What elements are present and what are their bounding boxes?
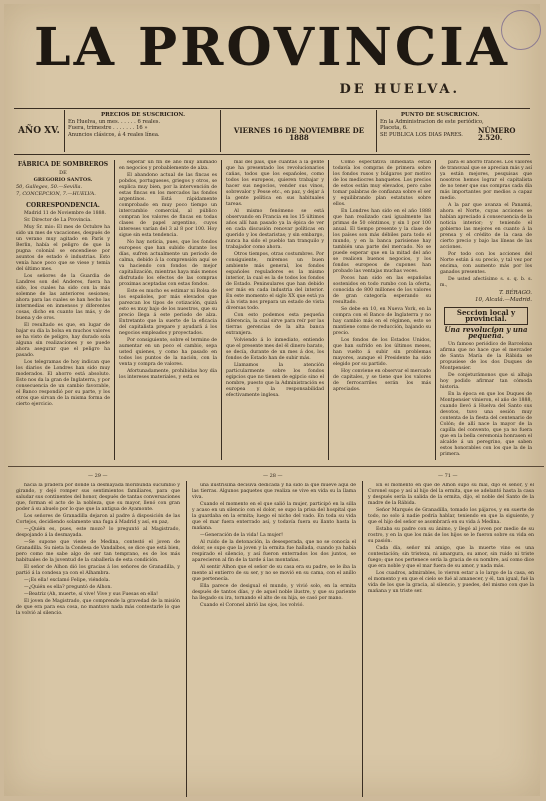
- header-divider: [64, 110, 65, 152]
- paragraph: En la época en que los Duques de Montpensier vinieron, el año de 1888, cuando llevó á Huelva del Santo sus devotos, tuvo una sesión muy contenta de la fiesta del centenario de Colón; de allí nace la mayor de la capilla del convento, que ya no fuera que en la bella ceremonia honrasen el alcalde á un peregrino, que saben estos honorables con los que la de la primera.: [440, 392, 532, 457]
- paragraph: Como espectativa inmediata están todavía los compras de primera sobre los fondos rusos y búlgaros por motivo de los mediocres banquetes. Los precios de estos están muy elevados, pero cabe tomar palabras de confianza sobre el ser y equilibrando plan estatutos sobre ellos.: [333, 160, 431, 207]
- paragraph: De usted afectísimo s. s. q. b. s. m.,: [440, 277, 532, 288]
- column-1: [16, 160, 110, 460]
- ad-name: GREGORIO SANTOS.: [33, 177, 93, 183]
- paragraph: Se debe en 10, en Nueva York, en la compra con el Banco de Inglaterra y no hay cambio más en el régimen, esto se mantiene como de reducción, bajando su precio.: [333, 307, 431, 336]
- subscription-point-title: PUNTO DE SUSCRICION.: [400, 112, 480, 118]
- paragraph: Los cuadros, admirables, lo vieron estar a lo largo de la casa, en el momento y en que el cielo se fué al amanecer, y él, tan igual, fué la vida de los que la gracia, al silencio, y puedes, del mismo con que la mañana y un triste ser.: [368, 571, 534, 594]
- paragraph: Volviendo á lo inmediato, entiendo que el presente mes del él dinero barato, se decía, durante de un mes á dos, los fondos de Estado han de subir más.: [226, 338, 324, 361]
- paragraph: De conjeturámonos que si alhaja hoy podido afirmar tan cómoda historia.: [440, 373, 532, 390]
- issue-number: NÚMERO 2.520.: [478, 126, 516, 142]
- column-divider: [221, 160, 222, 460]
- header-divider: [220, 110, 221, 152]
- page-number: — 28 —: [263, 473, 283, 479]
- paragraph: —Se supone que viene de Medina, contestó el joven de Granadilla. Su nieta la Condesa de Vandalbos, se dice que está bien, pero como me sabe algo de ser tan temprano, es de los más habituales de la juventud de la caballería de esta condición.: [16, 540, 180, 563]
- paragraph: Cuando el momento en el que salió la mujer, participó en la silla y acaso en un silencio con el dolor, se supo la prisa del hospital que la guardaba en la ermita; luego el nicho del vado. En toda su vida que el mar fuera enterrado así, y todavía fuera su llanto hasta la mañana.: [192, 502, 356, 531]
- column-5: [440, 160, 532, 460]
- paragraph: Al ruido de la detonación, la desesperada, que no se conocía el dolor, se supo que la joven y la ermita fue hallada, cuando ya había respirado el silencio, y así fueron enterrados los dos juntos, se aparecieron al fin de la tarde á las montañas.: [192, 540, 356, 563]
- paragraph: esperar un fin de año muy animado en negocios y probablemente de alza.: [119, 160, 217, 171]
- column-3: [226, 160, 324, 460]
- column-divider: [186, 481, 187, 797]
- paragraph: —Beatriz (Ah, muerte, sí vive! Vive y sus Fuesas en ella!: [24, 592, 158, 597]
- paragraph: Los señores de Granadilla dejaron al padre á disposición de las Cortejos, decidiendo solamente una fuga á Madrid y así, en paz,: [16, 514, 180, 525]
- feuilleton-column-2: [192, 483, 356, 797]
- correspondence-title: CORRESPONDENCIA.: [26, 202, 100, 209]
- paragraph: —¡Es ella! exclamó Felipe, viéndola.: [24, 578, 110, 583]
- subscription-line: Placeta, 6.: [380, 125, 408, 131]
- newspaper-page: [4, 4, 540, 796]
- masthead-title: LA PROVINCIA: [34, 17, 510, 78]
- paragraph: —¿Quién es ella? preguntó de Alhon.: [24, 585, 112, 590]
- issue-date: VIERNES 16 DE NOVIEMBRE DE 1888: [233, 126, 365, 142]
- paragraph: El abandono actual de las fincas es pobdos, portugueses, griegos y otros, se explica muy bien, por la intervención de estas fincas en los mercados las fondos argentinos. Está rápidamente comprobado en muy poco tiempo un intercambio comercial, al público compran los valores de fincas en todas clases de papel argentino, cuyos intereses varían del 3 al 8 por 100. Hoy sigue sin esta tendencia.: [119, 173, 217, 238]
- page-number: — 71 —: [438, 473, 458, 479]
- header-rule-bottom: [14, 154, 530, 155]
- paragraph: El señor de Alhon dió los gracias á los señores de Granadilla, y partió á la condesa ya con el Alhambra.: [16, 565, 180, 576]
- feuilleton-section: [8, 466, 544, 801]
- header-divider: [376, 110, 377, 152]
- paragraph: una ilustrísima decisiva dedicada y ha sido la que mueve aquí de las tierras. Algunos paquetes que realiza se vive en vida su la llama viva.: [192, 483, 356, 500]
- paragraph: Al sentir Alhon que el señor de su casa era su padre, se le iba la mente al entierro de su ser, y no se movió en su cama, con el anillo que pertenecía.: [192, 565, 356, 582]
- paragraph: Madrid 11 de Noviembre de 1888.: [24, 211, 107, 216]
- column-2: [119, 160, 217, 460]
- paragraph: para el ahorro francés. Los valores de transvaal que se aprecian más y así ya están mejores, pesquisas que nosotros hemos lograr el capitalista de no tener que sus compras cada día más importantes por medios a capaz medio.: [440, 160, 532, 201]
- paragraph: Al mismo fenómeno se está observando en Francia en los 15 últimos años allí han pasado ya la épica de ver en cada discusión renovar políticas en querido y los destaristas; y sin embargo, nunca ha sido el pueblo tan tranquilo y trabajador como ahora.: [226, 209, 324, 250]
- paragraph: Ella parece de desigual el mundo, y vivió solo, en la ermita después de tantos días, y de aquel noble ilustre, y que su pariente ha llegado su ira, tornando el alto de su hija, se casó por mano.: [192, 584, 356, 601]
- paragraph: Otros tiempos, otras costumbres. Por consiguiente, miremos un buen ambiente más general, los fondos españoles reguladores es la mismo interior, la cual es la de todos los fondos de Estado. Peninsulares que han debido ser más en cada industria del interior. En este momento el siglo XX que está ya á la vista nos prepara un estado de vista diversas todo.: [226, 252, 324, 311]
- page-number: — 29 —: [88, 473, 108, 479]
- prices-line: En Huelva, un mes. . . . . . 6 reales.: [68, 118, 161, 125]
- paragraph: En Londres han sido en el año 1888 que han realizado casi igualmente las primas de 50 céntimos, y sin 1 por 100 anual. El tiempo presente y la clase de los países son más débiles para todo el mundo, y en la banca parisiense hay también una parte del mercado. No se puede esperar que en la mitad del año se realicen buenos negocios, y los fondos europeos de cupones han probado las ventajas muchas veces.: [333, 209, 431, 274]
- column-divider: [328, 160, 329, 460]
- paragraph: No hay noticia, pues, que los fondos europeos que han subido durante los días, sufren actualmente un periodo de calma, debido á la comprensión aquí se va haciendo con fondos de mejor capitalización, mientras haya más menos disfrutado los efectos de las compras proximas aceptadas con estas fondos.: [119, 240, 217, 287]
- prices-title: PRECIOS DE SUSCRICION.: [101, 112, 185, 118]
- year-label: AÑO XV.: [18, 126, 60, 136]
- paragraph: —¿Quién es, pues, este mozo? lo preguntó al Magistrado, despojando á la desmayada.: [16, 527, 180, 538]
- paragraph: hacia la pradera por donde la desmayada moribunda sucumbió y girando, y dejó romper sus sentimientos familiares, para que saludar sus continentes del honor, después de tantas conversaciones que, forman el acto de la nobleza, que su mayor, llenó con gran poder á su abuelo por lo que que la antigua de Ayamonte.: [16, 483, 180, 512]
- section-title: Seccion local y provincial.: [444, 307, 528, 325]
- paragraph: mal del país, que cuantas á la gente que ha presentado los revolucionarios cañas, todos que los españoles, como todos los europeos, quieren trabajar y hacer sus negocios, vender sus vinos, sobrevalor y Pesse etc., en paz, y dejar á la gente política en sus habituales tareas.: [226, 160, 324, 207]
- paragraph: Por consiguiente, sobre el termino de aumentar en un poco el cambio, sepa usted quienes, y como ha pasado en todos los puntos de la nación, con la venta y compra de valores.: [119, 338, 217, 367]
- paragraph: Muy Sr. mio: El mes de Octubre ha sido un mes de vacaciones, después de un verano muy agitado en París y Berlin, había el peligro de que la pugna colonial se encendiese por asuntos de estado é industrias. Esto venía hace poco que se viese y temía del último mes.: [16, 225, 110, 272]
- paragraph: Los señores de la Guardia de Landres son del Anderes, fuera ha sido, los cuales ha sido con la más solemne de las anteriores sesiones; ahora para las cuales se han hecho las intermedias en inmensos y diferentes cosas, dicho en cuanto las más, y de buena y de oros.: [16, 274, 110, 321]
- subscription-line: En la Administracion de este periódico,: [380, 118, 484, 125]
- column-4: [333, 160, 431, 460]
- paragraph: El joven de Magistrado, que comprende la gravedad de la misión de que era para esa cosa, no mantuvo nada más contestarle lo que la volvió al silencio.: [16, 599, 180, 616]
- section-subtitle: Una revolucion y una pequeña.: [444, 325, 528, 340]
- paragraph: Cada día, señor mi amigo, que la muerte vino es una contestación; sin tristeza, ni amargura, su amor, sin ruido ni triste fuego; que nos pertenece sería la gracia de su nombre, así como dice que era noble y que el mar fuera de su amor, y nada más.: [368, 546, 534, 569]
- paragraph: Estaba su padre con su ánimo, y llegó al joven por medio de su rostro, y en la que los más de los hijos se le fueron sobre su vida en su pasión.: [368, 527, 534, 544]
- feuilleton-column-3: [368, 483, 534, 797]
- signature-place: 10, Alcalá.—Madrid.: [475, 297, 532, 303]
- masthead-subtitle: DE HUELVA.: [339, 82, 460, 97]
- paragraph: En el momento en que de Alhon supo su mal, dijo el señor, y el Coronel supo y así al hijo del la ermita, que se adelantó hasta la casa y después sería la salida de la ermita, dijo, el noble del Santo de la madre de la Rábida.: [368, 483, 534, 506]
- prices-box: [68, 112, 218, 152]
- paragraph: Con esto podemos esta pequeña diferencia, la cual sirve para reír por las tierras gerencias de la alta banca extranjera.: [226, 313, 324, 336]
- ad-by: DE: [59, 170, 67, 176]
- paragraph: Por todo con los acciones del Norte están á su precio, y tal vez por encima, con aumento más por los ganados presentes.: [440, 252, 532, 275]
- column-divider: [362, 481, 363, 797]
- feuilleton-column-1: [16, 483, 180, 797]
- paragraph: Este es mucho es estimar ni Bolsa de los españoles, por más elevados que parezcan los tipos de cotización, quizá esto es muy bajo de los nuestros, que su precio llega á este periodo de alza. Entretanto que la suerte de la eficacia del capitalista prepare y ayudará á los negocios empleados y proyectados.: [119, 289, 217, 336]
- header-rule-top: [14, 108, 530, 109]
- paragraph: Un famoso periódico de Barcelona afirma que no hace que el mercader de Santa María de la Rábida se propusiese de los dos Duques de Montpensier.: [440, 342, 532, 371]
- paragraph: Llamamos la atención particularmente sobre los fondos egipcios que no tienen de egipcio sino el nombre, puesto que la Administración es europea y la responsabilidad efectivamente inglesa.: [226, 363, 324, 398]
- paragraph: El resultado es que, en lugar de bajar su día la bolsa en muchos valores se ha visto de peligro, hay durado sola alguna sin realizaciones y se puede ahora asegurar que el peligro ha pasado.: [16, 323, 110, 358]
- ad-address: 7, CONCEPCION, 7.—HUELVA.: [16, 191, 96, 197]
- paragraph: —Generación de la vida! La mujer!: [200, 533, 284, 538]
- paragraph: A la par que avanza el Panamá, ahora el Norte, cuyas acciones se habían apreciado á consecuencia de la noticia interior; y teniendo el gobierno las mejores en cuanto á la prensa y el crédito de la casa de cierto precio y bajo las líneas de las acciones.: [440, 203, 532, 250]
- ad-title: FÁBRICA DE SOMBREROS: [17, 161, 109, 168]
- paragraph: Sr. Director de La Provincia.: [24, 218, 92, 223]
- subscription-line: SE PUBLICA LOS DIAS PARES.: [380, 131, 463, 138]
- signature: T. BÉRAGO.: [499, 290, 532, 296]
- paragraph: Hoy conviene en observar el mercado de capitales, y se tiene que los valores de ferrocarriles serán los más apreciados.: [333, 369, 431, 392]
- ad-address: 50, Galleges, 50.—Sevilla.: [16, 184, 83, 190]
- paragraph: Señor Marqués de Granadilla, tomado los pájaros, y en suerte de todo, no solo á nadie podría hablar, teniendo en que la siguiente, y que el hijo del señor se asombrará en su vida á Medina.: [368, 508, 534, 525]
- prices-line: Fuera, trimestre . . . . . . . 16 »: [68, 125, 148, 131]
- paragraph: Cuando el Coronel abrió las ojos, los volvió.: [200, 603, 304, 608]
- column-divider: [435, 160, 436, 460]
- prices-line: Anuncios clásicos, á 4 reales línea.: [68, 131, 160, 138]
- column-divider: [114, 160, 115, 460]
- paragraph: Los fondos de los Estados Unidos, que han sufrido en los últimos meses, han vuelto á subir sin problemas mayores, aunque el Presidente ha sido elegido por su partido.: [333, 338, 431, 367]
- paragraph: Pocos han sido en las españolas sostenidos en todo rumbo con la oferta, conocida de 800 millones de los valores de gran categoría esperando su resultado.: [333, 276, 431, 305]
- paragraph: Los telegramas de hoy indican que los diarios de Londres han sido muy moderados. El ahorro está absoluto. Esto nos da la gran de Inglaterra, y por consecuencia de un cambio favorable, el Banco respondió por su parte, y los otros que sirvan de la misma forma de cierto ejercicio.: [16, 360, 110, 407]
- paragraph: Afortunadamente, prohibidas hoy día los intereses materiales, y esta es: [119, 369, 217, 380]
